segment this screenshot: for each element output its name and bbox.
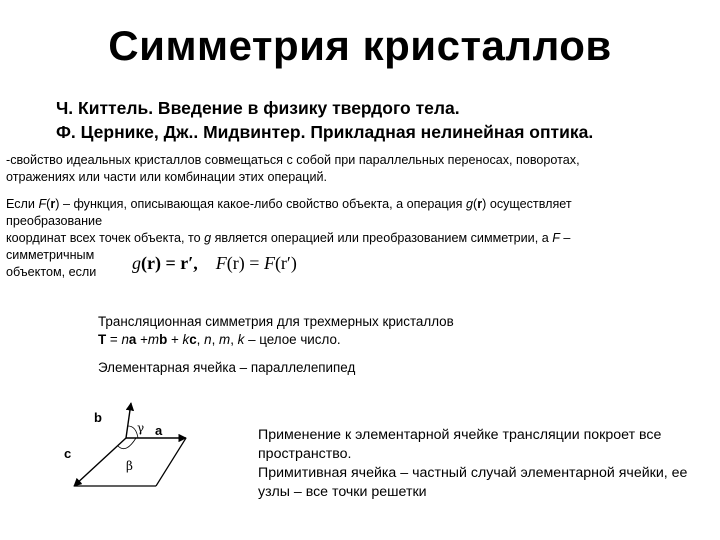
function-paragraph [6,196,696,281]
function-line-3: координат всех точек объекта, то g является операцией или преобразованием симметрии, а F – [6,231,571,245]
vector-b-arrow [126,403,131,438]
function-line-1: Если F(r) – функция, описывающая какое-либо свойство объекта, а операция g(r) осуществляет [6,197,572,211]
unit-cell-caption: Элементарная ячейка – параллелепипед [98,360,356,375]
translation-symmetry [98,313,454,349]
references [56,96,593,144]
function-line-2: преобразование [6,214,103,228]
function-line-5: объектом, если [6,265,97,279]
cell-edge-right [156,438,186,486]
unit-cell-diagram [56,398,226,498]
side-note-primitive: Примитивная ячейка – частный случай элементарной ячейки, ее узлы – все точки решетки [258,465,688,500]
definition-line-1: -свойство идеальных кристаллов совмещаться с собой при параллельных переносах, поворотах, [6,153,580,167]
symmetry-definition [6,152,696,186]
label-beta: β [126,459,133,473]
translation-formula: T = na +mb + kc, n, m, k – целое число. [98,332,341,347]
side-notes [258,426,698,502]
symmetry-formula: g(r) = r′, F(r) = F(r′) [132,253,297,273]
label-gamma: γ [137,421,145,435]
page-title: Симметрия кристаллов [108,22,612,69]
definition-line-2: отражениях или части или комбинации этих операций. [6,170,328,184]
label-b: b [94,410,102,425]
label-c: c [64,446,72,461]
function-line-4: симметричным [6,248,95,262]
translation-title: Трансляционная симметрия для трехмерных кристаллов [98,314,454,329]
reference-kittel: Ч. Киттель. Введение в физику твердого тела. [56,98,460,118]
vector-c-arrow [74,438,126,486]
side-note-translation: Применение к элементарной ячейке трансляции покроет все пространство. [258,427,662,462]
reference-zernike: Ф. Цернике, Дж.. Мидвинтер. Прикладная нелинейная оптика. [56,122,594,142]
label-a: a [155,423,163,438]
